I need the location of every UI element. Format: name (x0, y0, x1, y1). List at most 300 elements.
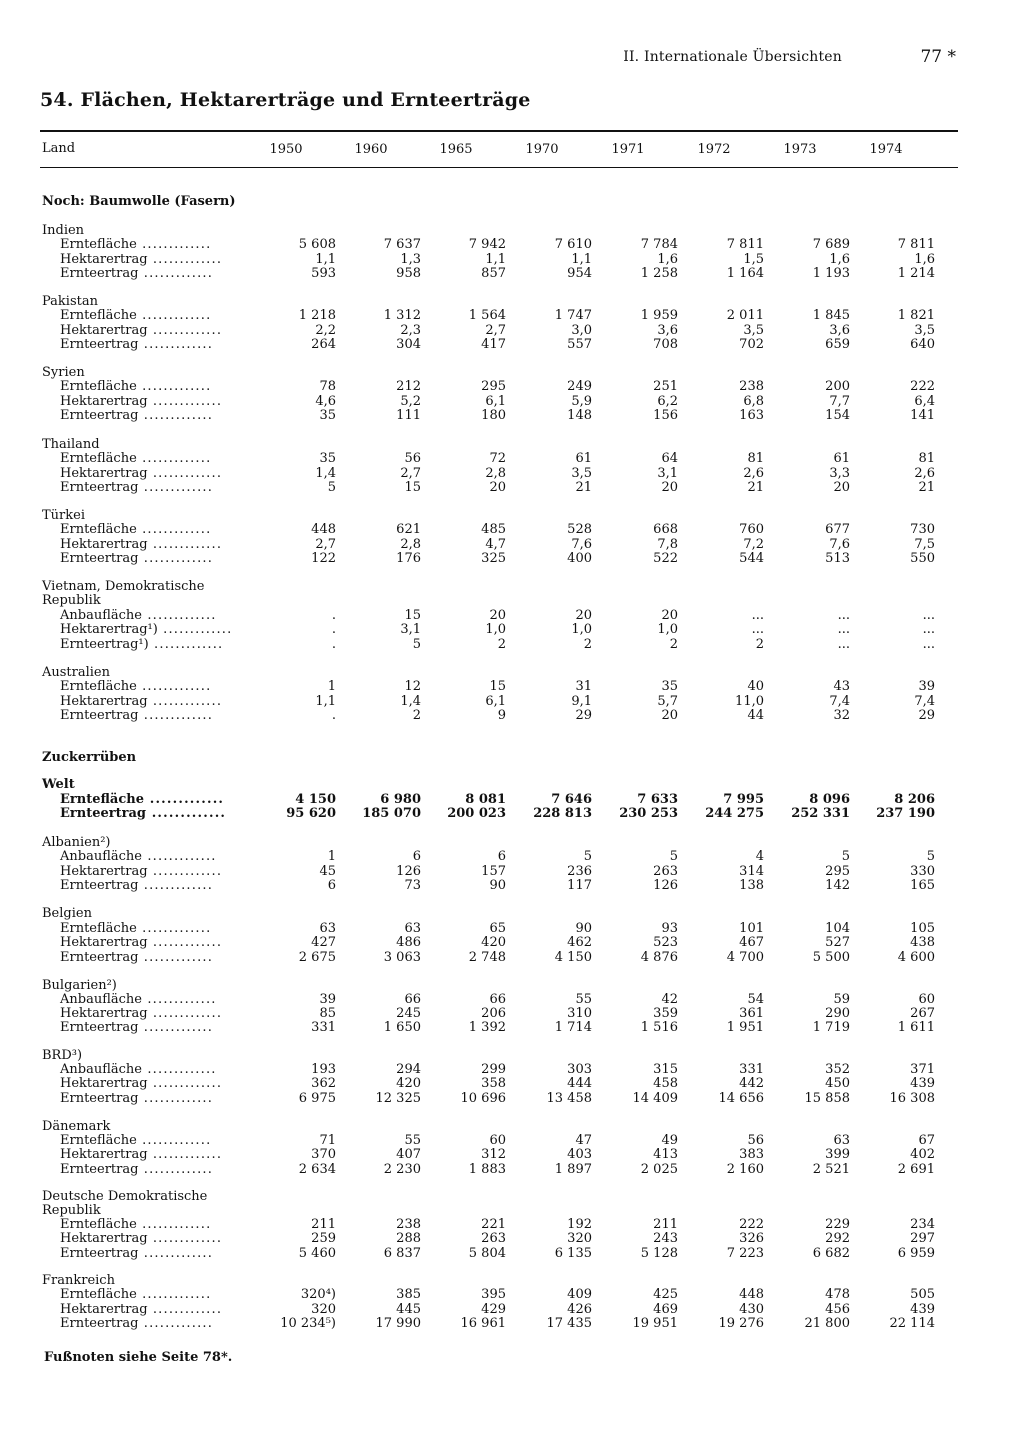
dot-leader: ............. (147, 252, 223, 267)
dot-leader: ............. (138, 480, 214, 495)
country-label: BRD³) (42, 1048, 83, 1063)
value-cell: 1 516 (640, 1020, 678, 1035)
value-cell: 20 (661, 708, 678, 723)
value-cell: 352 (825, 1062, 850, 1077)
value-cell: 550 (910, 551, 935, 566)
value-cell: 264 (311, 337, 336, 352)
value-cell: 101 (739, 921, 764, 936)
value-cell: 111 (396, 408, 421, 423)
value-cell: 358 (481, 1076, 506, 1091)
value-cell: 7,4 (914, 694, 935, 709)
table-row (0, 481, 1024, 495)
value-cell: 522 (653, 551, 678, 566)
value-cell: 1,1 (485, 252, 506, 267)
value-cell: 1 719 (812, 1020, 850, 1035)
value-cell: 426 (567, 1302, 592, 1317)
value-cell: 292 (825, 1231, 850, 1246)
dot-leader: ............. (136, 1287, 212, 1302)
value-cell: 7 223 (726, 1246, 764, 1261)
value-cell: 1,6 (914, 252, 935, 267)
value-cell: 206 (481, 1006, 506, 1021)
value-cell: 640 (910, 337, 935, 352)
value-cell: 39 (918, 679, 935, 694)
dot-leader: ............. (147, 1147, 223, 1162)
value-cell: 320⁴) (300, 1287, 336, 1302)
row-label (60, 638, 223, 652)
row-label-text: Anbaufläche (60, 608, 142, 623)
value-cell: 1,1 (315, 252, 336, 267)
row-label (60, 1288, 211, 1302)
value-cell: 7,8 (657, 537, 678, 552)
table-row (0, 380, 1024, 394)
value-cell: 3,5 (571, 466, 592, 481)
value-cell: 81 (918, 451, 935, 466)
table-row (0, 1134, 1024, 1148)
value-cell: 359 (653, 1006, 678, 1021)
row-label (60, 936, 222, 950)
row-label-text: Hektarertrag (60, 1147, 148, 1162)
value-cell: 20 (661, 608, 678, 623)
dot-leader: ............. (138, 950, 214, 965)
country-label: Syrien (42, 365, 85, 380)
value-cell: 1 214 (897, 266, 935, 281)
value-cell: 469 (653, 1302, 678, 1317)
value-cell: 857 (481, 266, 506, 281)
value-cell: 1,1 (571, 252, 592, 267)
value-cell: 5 608 (298, 237, 336, 252)
value-cell: 55 (404, 1133, 421, 1148)
value-cell: 593 (311, 266, 336, 281)
row-label (60, 1134, 211, 1148)
value-cell: 64 (661, 451, 678, 466)
row-label (60, 395, 222, 409)
dot-leader: ............. (136, 379, 212, 394)
row-label-text: Erntefläche (60, 451, 137, 466)
value-cell: 2,7 (400, 466, 421, 481)
value-cell: 448 (739, 1287, 764, 1302)
value-cell: 7 942 (468, 237, 506, 252)
value-cell: 330 (910, 864, 935, 879)
value-cell: 7,6 (571, 537, 592, 552)
value-cell: 126 (396, 864, 421, 879)
value-cell: 157 (481, 864, 506, 879)
value-cell: 44 (747, 708, 764, 723)
value-cell: 13 458 (546, 1091, 592, 1106)
value-cell: 5 (669, 849, 678, 864)
value-cell: 19 276 (718, 1316, 764, 1331)
value-cell: 310 (567, 1006, 592, 1021)
value-cell: 7 633 (637, 792, 678, 807)
value-cell: 228 813 (533, 806, 592, 821)
value-cell: 297 (910, 1231, 935, 1246)
table-row (0, 709, 1024, 723)
dot-leader: ............. (138, 708, 214, 723)
row-label (60, 951, 213, 965)
value-cell: 5 500 (812, 950, 850, 965)
value-cell: 211 (311, 1217, 336, 1232)
value-cell: 456 (825, 1302, 850, 1317)
row-label (60, 267, 213, 281)
row-label-text: Ernteertrag (60, 1246, 139, 1261)
value-cell: 458 (653, 1076, 678, 1091)
value-cell: 314 (739, 864, 764, 879)
table-row (0, 865, 1024, 879)
value-cell: 427 (311, 935, 336, 950)
value-cell: 2 691 (897, 1162, 935, 1177)
value-cell: 14 409 (632, 1091, 678, 1106)
value-cell: 251 (653, 379, 678, 394)
dot-leader: ............. (141, 849, 217, 864)
value-cell: 438 (910, 935, 935, 950)
value-cell: 409 (567, 1287, 592, 1302)
value-cell: 60 (918, 992, 935, 1007)
country-heading (0, 1274, 1024, 1288)
value-cell: 193 (311, 1062, 336, 1077)
value-cell: . (331, 622, 336, 637)
value-cell: 677 (825, 522, 850, 537)
column-header-year: 1973 (783, 142, 817, 157)
row-label-text: Hektarertrag (60, 864, 148, 879)
value-cell: 42 (661, 992, 678, 1007)
value-cell: 523 (653, 935, 678, 950)
value-cell: 61 (575, 451, 592, 466)
value-cell: 1 611 (897, 1020, 935, 1035)
value-cell: . (331, 608, 336, 623)
row-label-text: Ernteertrag¹) (60, 637, 149, 652)
value-cell: 462 (567, 935, 592, 950)
value-cell: 467 (739, 935, 764, 950)
row-label-text: Erntefläche (60, 1217, 137, 1232)
value-cell: 2 634 (298, 1162, 336, 1177)
table-row (0, 452, 1024, 466)
value-cell: 126 (653, 878, 678, 893)
column-header-year: 1965 (439, 142, 473, 157)
value-cell: 1,6 (829, 252, 850, 267)
country-heading (0, 1190, 1024, 1204)
header-section-title: II. Internationale Übersichten (623, 49, 842, 65)
row-label-text: Erntefläche (60, 379, 137, 394)
dot-leader: ............. (138, 266, 214, 281)
value-cell: 2 (412, 708, 421, 723)
value-cell: 49 (661, 1133, 678, 1148)
value-cell: 1,4 (400, 694, 421, 709)
value-cell: 4,6 (315, 394, 336, 409)
value-cell: 10 696 (460, 1091, 506, 1106)
row-label-text: Anbaufläche (60, 1062, 142, 1077)
value-cell: . (331, 708, 336, 723)
value-cell: 78 (319, 379, 336, 394)
value-cell: 4 150 (295, 792, 336, 807)
value-cell: 1 564 (468, 308, 506, 323)
value-cell: 148 (567, 408, 592, 423)
value-cell: 6,8 (743, 394, 764, 409)
value-cell: 236 (567, 864, 592, 879)
value-cell: 370 (311, 1147, 336, 1162)
value-cell: 3,6 (657, 323, 678, 338)
row-label-text: Ernteertrag (60, 1162, 139, 1177)
value-cell: 315 (653, 1062, 678, 1077)
value-cell: 417 (481, 337, 506, 352)
dot-leader: ............. (147, 537, 223, 552)
value-cell: 1,3 (400, 252, 421, 267)
table-row (0, 1092, 1024, 1106)
row-label-text: Erntefläche (60, 679, 137, 694)
value-cell: 142 (825, 878, 850, 893)
country-label: Welt (42, 777, 75, 792)
value-cell: 71 (319, 1133, 336, 1148)
value-cell: 425 (653, 1287, 678, 1302)
row-label-text: Hektarertrag (60, 1076, 148, 1091)
value-cell: 478 (825, 1287, 850, 1302)
table-row (0, 253, 1024, 267)
table-row (0, 695, 1024, 709)
value-cell: 7 610 (554, 237, 592, 252)
row-label-text: Ernteertrag (60, 1091, 139, 1106)
value-cell: 8 096 (809, 792, 850, 807)
row-label (60, 993, 217, 1007)
value-cell: 312 (481, 1147, 506, 1162)
country-label: Indien (42, 223, 85, 238)
table-title: 54. Flächen, Hektarerträge und Ernteerträge (40, 89, 531, 111)
value-cell: 10 234⁵) (280, 1316, 336, 1331)
value-cell: 303 (567, 1062, 592, 1077)
table-row (0, 523, 1024, 537)
dot-leader: ............. (136, 679, 212, 694)
value-cell: 21 (918, 480, 935, 495)
country-label: Dänemark (42, 1119, 111, 1134)
column-header-year: 1971 (611, 142, 645, 157)
row-label (60, 807, 226, 821)
value-cell: 1 714 (554, 1020, 592, 1035)
value-cell: 15 858 (804, 1091, 850, 1106)
dot-leader: ............. (136, 237, 212, 252)
value-cell: 9,1 (571, 694, 592, 709)
row-label (60, 253, 222, 267)
value-cell: 5,9 (571, 394, 592, 409)
value-cell: 105 (910, 921, 935, 936)
value-cell: 29 (575, 708, 592, 723)
row-label-text: Erntefläche (60, 237, 137, 252)
page-number: 77 * (920, 47, 956, 67)
value-cell: 6 837 (383, 1246, 421, 1261)
value-cell: 47 (575, 1133, 592, 1148)
value-cell: 5 (841, 849, 850, 864)
country-heading (0, 666, 1024, 680)
country-heading (0, 509, 1024, 523)
value-cell: 32 (833, 708, 850, 723)
value-cell: 117 (567, 878, 592, 893)
value-cell: 20 (575, 608, 592, 623)
country-heading (0, 366, 1024, 380)
row-label (60, 1163, 213, 1177)
row-label-text: Ernteertrag (60, 878, 139, 893)
value-cell: 45 (319, 864, 336, 879)
value-cell: 7,6 (829, 537, 850, 552)
value-cell: 544 (739, 551, 764, 566)
value-cell: 4 (755, 849, 764, 864)
value-cell: 2,7 (485, 323, 506, 338)
column-header-year: 1950 (269, 142, 303, 157)
value-cell: 395 (481, 1287, 506, 1302)
value-cell: 237 190 (876, 806, 935, 821)
row-label (60, 709, 213, 723)
row-label (60, 922, 211, 936)
dot-leader: ............. (136, 308, 212, 323)
value-cell: 3,6 (829, 323, 850, 338)
value-cell: 156 (653, 408, 678, 423)
value-cell: 5 128 (640, 1246, 678, 1261)
value-cell: 90 (489, 878, 506, 893)
value-cell: 1 218 (298, 308, 336, 323)
value-cell: 66 (404, 992, 421, 1007)
row-label-text: Ernteertrag (60, 408, 139, 423)
value-cell: 1,6 (657, 252, 678, 267)
value-cell: 7 995 (723, 792, 764, 807)
country-heading (0, 580, 1024, 594)
country-label: Belgien (42, 906, 92, 921)
value-cell: 1 650 (383, 1020, 421, 1035)
value-cell: 294 (396, 1062, 421, 1077)
dot-leader: ............. (136, 1133, 212, 1148)
value-cell: 2 025 (640, 1162, 678, 1177)
row-label (60, 238, 211, 252)
value-cell: 407 (396, 1147, 421, 1162)
value-cell: 4 600 (897, 950, 935, 965)
country-label: Thailand (42, 437, 100, 452)
value-cell: 229 (825, 1217, 850, 1232)
value-cell: 429 (481, 1302, 506, 1317)
country-heading (0, 1049, 1024, 1063)
value-cell: 3,5 (914, 323, 935, 338)
dot-leader: ............. (138, 1246, 214, 1261)
row-label (60, 695, 222, 709)
row-label-text: Erntefläche (60, 308, 137, 323)
row-label (60, 1063, 217, 1077)
table-row (0, 680, 1024, 694)
value-cell: 2,8 (485, 466, 506, 481)
value-cell: 238 (739, 379, 764, 394)
dot-leader: ............. (138, 878, 214, 893)
value-cell: 20 (833, 480, 850, 495)
value-cell: 7 689 (812, 237, 850, 252)
country-label: Frankreich (42, 1273, 115, 1288)
dot-leader: ............. (138, 408, 214, 423)
value-cell: 7 811 (726, 237, 764, 252)
value-cell: 11,0 (735, 694, 764, 709)
value-cell: 450 (825, 1076, 850, 1091)
value-cell: 19 951 (632, 1316, 678, 1331)
value-cell: 230 253 (619, 806, 678, 821)
value-cell: 267 (910, 1006, 935, 1021)
section-label: Noch: Baumwolle (Fasern) (42, 194, 236, 209)
row-label-text: Ernteertrag (60, 1020, 139, 1035)
value-cell: 6 975 (298, 1091, 336, 1106)
value-cell: 54 (747, 992, 764, 1007)
value-cell: 420 (396, 1076, 421, 1091)
country-label: Australien (42, 665, 111, 680)
value-cell: 95 620 (286, 806, 336, 821)
value-cell: 3,1 (657, 466, 678, 481)
value-cell: 65 (489, 921, 506, 936)
dot-leader: ............. (147, 466, 223, 481)
table-row (0, 1247, 1024, 1261)
value-cell: 361 (739, 1006, 764, 1021)
value-cell: 6 682 (812, 1246, 850, 1261)
dot-leader: ............. (141, 608, 217, 623)
table-row (0, 793, 1024, 807)
value-cell: 35 (319, 451, 336, 466)
value-cell: 1 845 (812, 308, 850, 323)
row-label-text: Ernteertrag (60, 806, 146, 821)
row-label (60, 1303, 222, 1317)
value-cell: 448 (311, 522, 336, 537)
value-cell: 40 (747, 679, 764, 694)
row-label-text: Erntefläche (60, 921, 137, 936)
value-cell: 2 (669, 637, 678, 652)
column-header-year: 1974 (869, 142, 903, 157)
value-cell: 420 (481, 935, 506, 950)
country-label: Republik (42, 593, 101, 608)
value-cell: 165 (910, 878, 935, 893)
section-heading (0, 195, 1024, 209)
dot-leader: ............. (141, 992, 217, 1007)
value-cell: 5 (412, 637, 421, 652)
value-cell: 486 (396, 935, 421, 950)
value-cell: 6 (327, 878, 336, 893)
dot-leader: ............. (147, 394, 223, 409)
value-cell: 403 (567, 1147, 592, 1162)
table-row (0, 936, 1024, 950)
value-cell: 6,2 (657, 394, 678, 409)
value-cell: 1 258 (640, 266, 678, 281)
value-cell: 22 114 (889, 1316, 935, 1331)
value-cell: 93 (661, 921, 678, 936)
value-cell: 29 (918, 708, 935, 723)
value-cell: 245 (396, 1006, 421, 1021)
row-label (60, 481, 213, 495)
value-cell: 708 (653, 337, 678, 352)
value-cell: 295 (825, 864, 850, 879)
row-label-text: Anbaufläche (60, 849, 142, 864)
value-cell: 16 961 (460, 1316, 506, 1331)
row-label (60, 467, 222, 481)
value-cell: 222 (910, 379, 935, 394)
value-cell: 2 675 (298, 950, 336, 965)
value-cell: 2 011 (726, 308, 764, 323)
value-cell: 238 (396, 1217, 421, 1232)
row-label-text: Erntefläche (60, 1287, 137, 1302)
value-cell: 6 (497, 849, 506, 864)
value-cell: 7 811 (897, 237, 935, 252)
value-cell: 331 (311, 1020, 336, 1035)
row-label (60, 309, 211, 323)
value-cell: 81 (747, 451, 764, 466)
value-cell: 2 (755, 637, 764, 652)
row-label (60, 523, 211, 537)
table-row (0, 638, 1024, 652)
value-cell: 5,2 (400, 394, 421, 409)
value-cell: 6 980 (380, 792, 421, 807)
value-cell: 59 (833, 992, 850, 1007)
value-cell: 244 275 (705, 806, 764, 821)
row-label-text: Ernteertrag (60, 1316, 139, 1331)
row-label-text: Hektarertrag (60, 323, 148, 338)
value-cell: 6 (412, 849, 421, 864)
value-cell: ... (837, 637, 850, 652)
value-cell: 7,4 (829, 694, 850, 709)
value-cell: 1,1 (315, 694, 336, 709)
value-cell: 234 (910, 1217, 935, 1232)
